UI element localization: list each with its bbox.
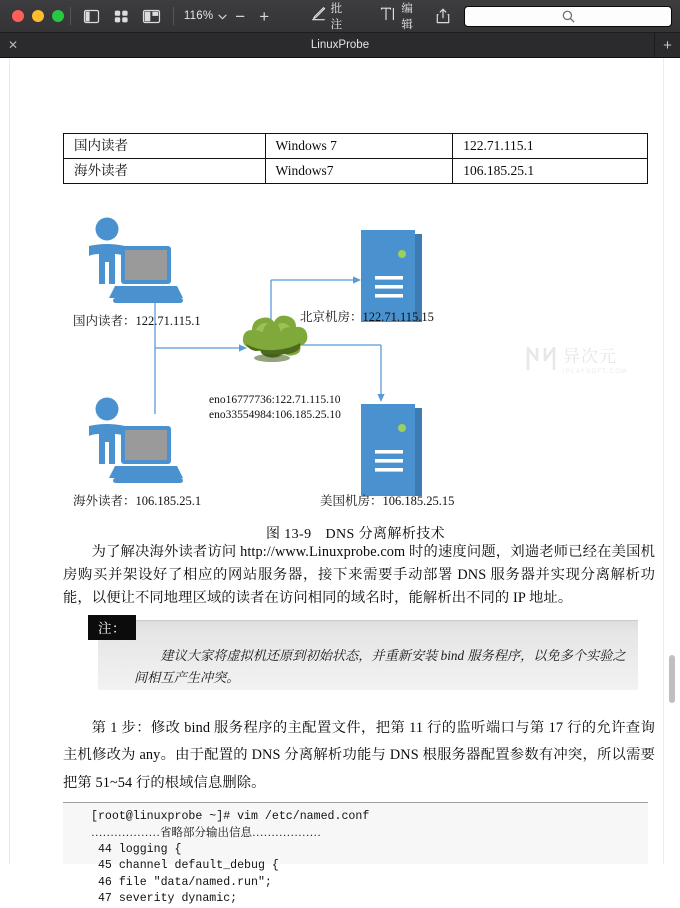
internet-cloud-icon <box>243 316 307 362</box>
note-tag-label: 注： <box>88 615 136 640</box>
label-us-room: 美国机房：106.185.25.15 <box>320 494 455 508</box>
edit-label: 编辑 <box>401 3 413 31</box>
figure-caption <box>63 523 648 543</box>
chevron-down-icon[interactable] <box>218 7 227 25</box>
note-callout <box>98 620 638 690</box>
zoom-level-value[interactable]: 116% <box>183 10 214 22</box>
dns-split-resolution-diagram <box>63 208 648 542</box>
figure-title: DNS 分离解析技术 <box>325 527 446 542</box>
table-cell-ip: 122.71.115.1 <box>453 134 648 159</box>
cloud-label-eno2: eno33554984:106.185.25.10 <box>209 409 341 422</box>
window-toolbar <box>0 0 680 33</box>
vertical-scrollbar-thumb[interactable] <box>669 655 675 703</box>
new-tab-button[interactable]: + <box>654 33 680 57</box>
zoom-in-button[interactable]: + <box>259 6 270 26</box>
table-cell-reader-type: 海外读者 <box>64 159 266 184</box>
terminal-code-block <box>63 802 648 906</box>
note-body-text: 建议大家将虚拟机还原到初始状态，并重新安装 bind 服务程序，以免多个实验之间相互产生冲突。 <box>134 648 626 685</box>
cloud-label-eno1: eno16777736:122.71.115.10 <box>209 394 341 406</box>
toolbar-right-group <box>428 3 672 29</box>
tab-bar <box>0 33 680 58</box>
pen-icon <box>310 6 326 26</box>
close-window-button[interactable] <box>12 10 24 22</box>
search-icon <box>562 10 575 23</box>
code-line: 46 file "data/named.run"; <box>91 875 272 889</box>
zoom-controls <box>184 7 275 25</box>
table-row <box>64 159 648 184</box>
vertical-scrollbar[interactable] <box>669 60 678 862</box>
table-cell-ip: 106.185.25.1 <box>453 159 648 184</box>
paragraph-step-1: 第 1 步：修改 bind 服务程序的主配置文件，把第 11 行的监听端口与第 17 行的允许查询主机修改为 any。由于配置的 DNS 分离解析功能与 DNS 根服务器配置参数有冲突，所以需要把第 51~54 行的根域信息删除。 <box>63 720 655 791</box>
toolbar-divider-2 <box>173 7 174 25</box>
tab-linuxprobe[interactable]: LinuxProbe <box>310 39 370 51</box>
label-beijing-room: 北京机房：122.71.115.15 <box>300 310 434 324</box>
cn-reader-figure <box>89 218 183 304</box>
view-mode-buttons <box>77 3 167 29</box>
reader-environment-table <box>63 133 648 184</box>
code-line: [root@linuxprobe ~]# vim /etc/named.conf <box>91 810 370 823</box>
code-line: 44 logging { <box>91 842 182 856</box>
toolbar-divider-1 <box>70 7 71 25</box>
table-row <box>64 134 648 159</box>
paragraph-intro: 为了解决海外读者访问 http://www.Linuxprobe.com 时的速度问题，刘遄老师已经在美国机房购买并架设好了相应的网站服务器，接下来需要手动部署 DNS 服务器并实现分离解析功能，以便让不同地理区域的读者在访问相同的域名时，能解析出不同的 IP 地址。 <box>63 544 655 607</box>
table-cell-os: Windows7 <box>265 159 453 184</box>
figure-number: 图 13-9 <box>265 527 312 542</box>
cloud-interface-labels <box>209 393 341 423</box>
tab-close-button[interactable]: ✕ <box>7 38 19 52</box>
maximize-window-button[interactable] <box>52 10 64 22</box>
table-cell-os: Windows 7 <box>265 134 453 159</box>
os-reader-figure <box>89 398 183 484</box>
markup-label: 批注 <box>330 3 343 31</box>
label-cn-reader: 国内读者：122.71.115.1 <box>73 314 201 328</box>
minimize-window-button[interactable] <box>32 10 44 22</box>
zoom-out-button[interactable]: − <box>235 6 246 26</box>
document-viewport[interactable] <box>0 58 680 906</box>
text-tool-icon <box>380 7 396 26</box>
pdf-page <box>9 58 664 906</box>
thumbnail-grid-icon[interactable] <box>107 3 137 29</box>
diagram-graphics <box>63 208 648 520</box>
table-cell-reader-type: 国内读者 <box>64 134 266 159</box>
split-view-icon[interactable] <box>137 3 167 29</box>
label-os-reader: 海外读者：106.185.25.1 <box>73 494 202 508</box>
watermark-sub: IPLAYSOFT.COM <box>563 368 628 375</box>
search-input[interactable] <box>464 6 672 27</box>
markup-button[interactable] <box>304 0 358 35</box>
edit-button[interactable] <box>374 0 428 35</box>
sidebar-icon[interactable] <box>77 3 107 29</box>
window-traffic-lights <box>8 10 64 22</box>
code-line: 45 channel default_debug { <box>91 859 279 873</box>
share-icon[interactable] <box>428 3 458 29</box>
watermark-main: 异次元 <box>563 346 617 367</box>
code-line: 47 severity dynamic; <box>91 892 238 906</box>
us-server-icon <box>361 404 422 496</box>
code-line: ………………省略部分输出信息……………… <box>91 827 321 840</box>
